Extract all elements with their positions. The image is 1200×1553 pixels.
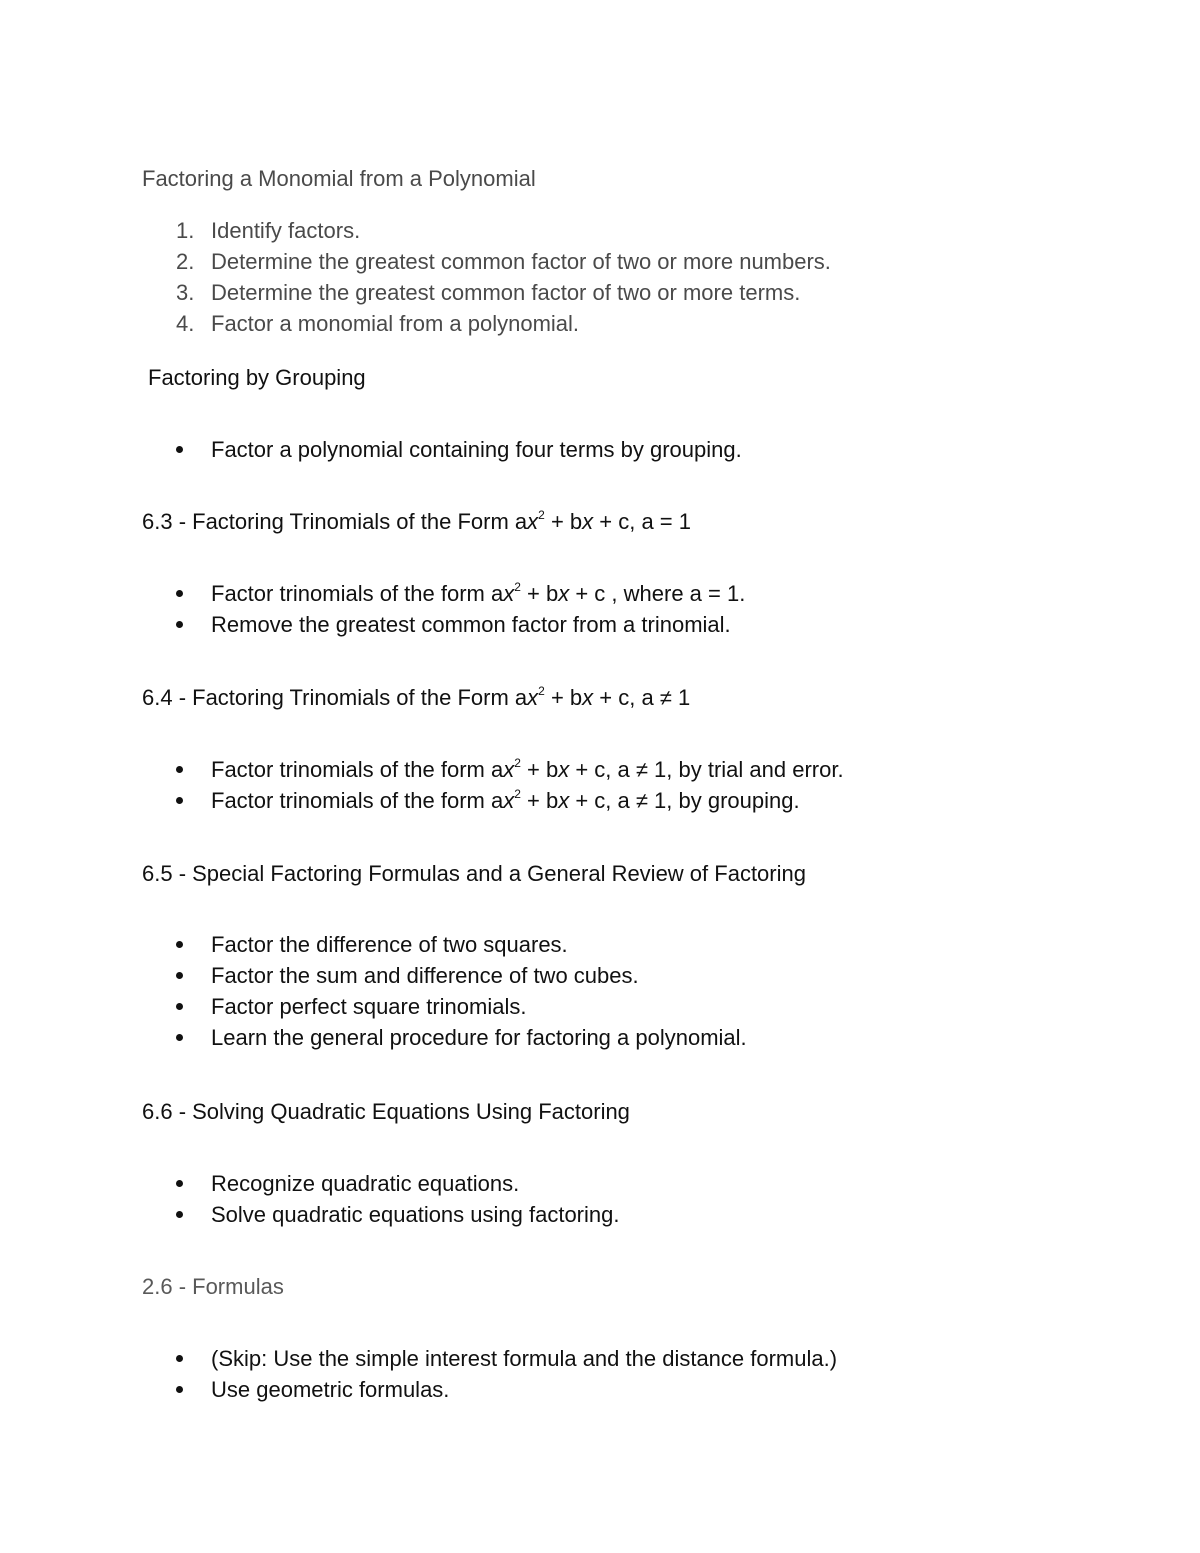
list-item [176, 218, 360, 244]
list-number: 4. [176, 311, 195, 336]
list-item [176, 757, 1076, 785]
list-item-text: Solve quadratic equations using factoring. [211, 1202, 620, 1227]
list-item-text: Factor trinomials of the form $ax^2$ + bx + c , where a = 1. [211, 579, 746, 606]
list-number: 3. [176, 280, 195, 305]
bullet-icon [176, 1386, 183, 1393]
bullet-icon [176, 590, 183, 597]
list-item [176, 1202, 1076, 1230]
list-item [176, 1171, 1076, 1199]
section-title-grouping: Factoring by Grouping [148, 365, 366, 390]
list-item-text: Factor a monomial from a polynomial. [211, 311, 580, 336]
list-item-text: Remove the greatest common factor from a trinomial. [211, 612, 731, 637]
list-item [176, 788, 1076, 816]
bullet-icon [176, 1211, 183, 1218]
list-item [176, 280, 800, 306]
list-item [176, 612, 1076, 640]
list-item [176, 963, 1076, 991]
section-title-2-6: 2.6 - Formulas [142, 1274, 284, 1299]
bullet-icon [176, 1034, 183, 1041]
bullet-icon [176, 446, 183, 453]
list-number: 2. [176, 249, 195, 274]
list-item-text: Factor trinomials of the form $ax^2$ + bx + c, a ≠ 1, by grouping. [211, 786, 800, 813]
list-item-text: Factor the sum and difference of two cubes. [211, 963, 639, 988]
list-item-text: (Skip: Use the simple interest formula and the distance formula.) [211, 1346, 838, 1371]
section-title-6-5: 6.5 - Special Factoring Formulas and a General Review of Factoring [142, 861, 806, 886]
section-title-6-4: 6.4 - Factoring Trinomials of the Form $ax^2$ + bx + c, a ≠ 1 [142, 683, 691, 710]
list-item-text: Determine the greatest common factor of two or more terms. [211, 280, 801, 305]
list-item-text: Learn the general procedure for factoring a polynomial. [211, 1025, 747, 1050]
bullet-icon [176, 972, 183, 979]
section-title-6-6: 6.6 - Solving Quadratic Equations Using Factoring [142, 1099, 630, 1124]
list-item-text: Recognize quadratic equations. [211, 1171, 520, 1196]
list-item [176, 1377, 1076, 1405]
list-item-text: Determine the greatest common factor of two or more numbers. [211, 249, 831, 274]
list-item-text: Factor trinomials of the form $ax^2$ + bx + c, a ≠ 1, by trial and error. [211, 755, 844, 782]
bullet-icon [176, 621, 183, 628]
bullet-icon [176, 766, 183, 773]
list-item [176, 1346, 1076, 1374]
list-item-text: Identify factors. [211, 218, 361, 243]
list-item [176, 311, 579, 337]
list-number: 1. [176, 218, 195, 243]
bullet-icon [176, 1003, 183, 1010]
list-item [176, 249, 831, 275]
bullet-icon [176, 1180, 183, 1187]
bullet-icon [176, 1355, 183, 1362]
list-item-text: Factor perfect square trinomials. [211, 994, 527, 1019]
list-item [176, 932, 1076, 960]
list-item-text: Factor the difference of two squares. [211, 932, 568, 957]
section-title-6-3: 6.3 - Factoring Trinomials of the Form $ax^2$ + bx + c, a = 1 [142, 507, 691, 534]
bullet-icon [176, 797, 183, 804]
section-title-monomial: Factoring a Monomial from a Polynomial [142, 166, 536, 191]
list-item-text: Factor a polynomial containing four terms by grouping. [211, 437, 742, 462]
bullet-icon [176, 941, 183, 948]
list-item [176, 437, 1076, 465]
list-item-text: Use geometric formulas. [211, 1377, 450, 1402]
list-item [176, 581, 1076, 609]
list-item [176, 994, 1076, 1022]
list-item [176, 1025, 1076, 1053]
